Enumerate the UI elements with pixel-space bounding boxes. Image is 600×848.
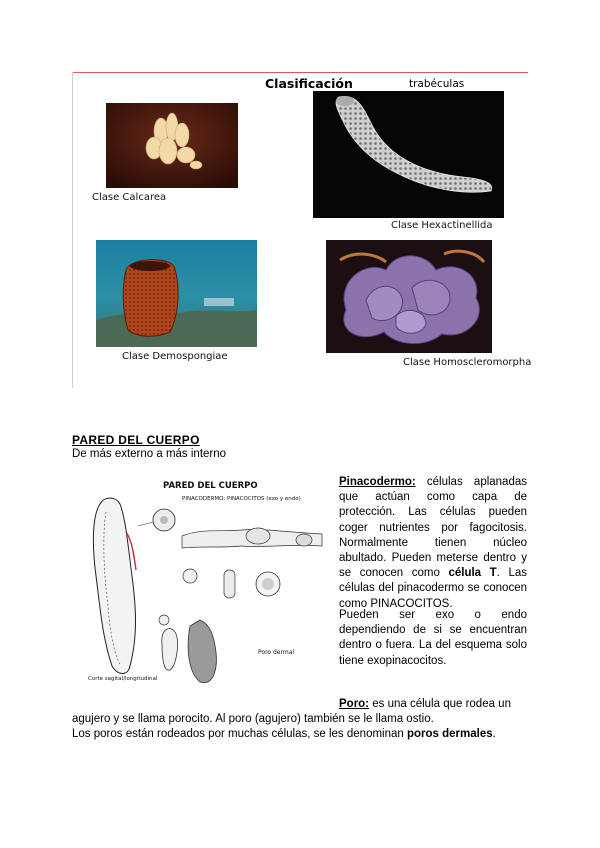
poro-line-3-text: Los poros están rodeados por muchas células, se les denominan bbox=[72, 728, 407, 740]
demospongiae-photo bbox=[96, 240, 257, 347]
pinacodermo-term: Pinacodermo: bbox=[339, 476, 416, 488]
caption-hexactinellida: Clase Hexactinellida bbox=[391, 220, 493, 231]
body-wall-diagram bbox=[72, 476, 334, 690]
poro-paragraph-start bbox=[339, 697, 527, 712]
diagram-label-section: Corte sagital/longitudinal bbox=[88, 676, 158, 682]
pinacodermo-paragraph bbox=[339, 475, 527, 612]
section-heading: PARED DEL CUERPO bbox=[72, 433, 200, 447]
caption-demospongiae: Clase Demospongiae bbox=[122, 351, 228, 362]
caption-calcarea: Clase Calcarea bbox=[92, 192, 167, 203]
pinacodermo-text-1: células aplanadas que actúan como capa de protección. Las células pueden coger nutrientes por fagocitosis. Normalmente tienen núcleo abultado. Pueden meterse dentro y se conocen como bbox=[339, 476, 527, 580]
poro-line-3 bbox=[72, 727, 528, 742]
diagram-title: PARED DEL CUERPO bbox=[163, 481, 258, 491]
diagram-label-pore: Poro dermal bbox=[258, 649, 295, 656]
poro-term: Poro: bbox=[339, 698, 370, 710]
classification-slide bbox=[72, 72, 532, 388]
hexactinellida-photo bbox=[313, 91, 504, 218]
poro-line-3-end: . bbox=[492, 728, 496, 740]
slide-title: Clasificación bbox=[265, 76, 353, 91]
poro-text-1: es una célula que rodea un bbox=[369, 698, 511, 710]
pinacodermo-text-2: . Las células del pinacodermo se conocen como PINACOCITOS. bbox=[339, 567, 527, 610]
pinacodermo-bold-1: célula T bbox=[448, 567, 497, 580]
slide-left-border bbox=[72, 72, 73, 388]
poro-dermal-term: poros dermales bbox=[406, 728, 493, 740]
poro-line-2: agujero y se llama porocito. Al poro (agujero) también se le llama ostio. bbox=[72, 713, 434, 725]
slide-top-border bbox=[72, 72, 528, 73]
homoscleromorpha-photo bbox=[326, 240, 492, 353]
diagram-subtitle: PINACODERMO: PINACOCITOS (exo y endo) bbox=[182, 496, 301, 502]
section-intro: De más externo a más interno bbox=[72, 448, 227, 460]
slide-subtitle: trabéculas bbox=[409, 78, 465, 90]
pinacodermo-paragraph-2: Pueden ser exo o endo dependiendo de si se encuentran dentro o fuera. La del esquema solo tiene exopinacocitos. bbox=[339, 609, 527, 667]
caption-homoscleromorpha: Clase Homoscleromorpha bbox=[403, 357, 532, 368]
calcarea-photo bbox=[106, 103, 238, 188]
